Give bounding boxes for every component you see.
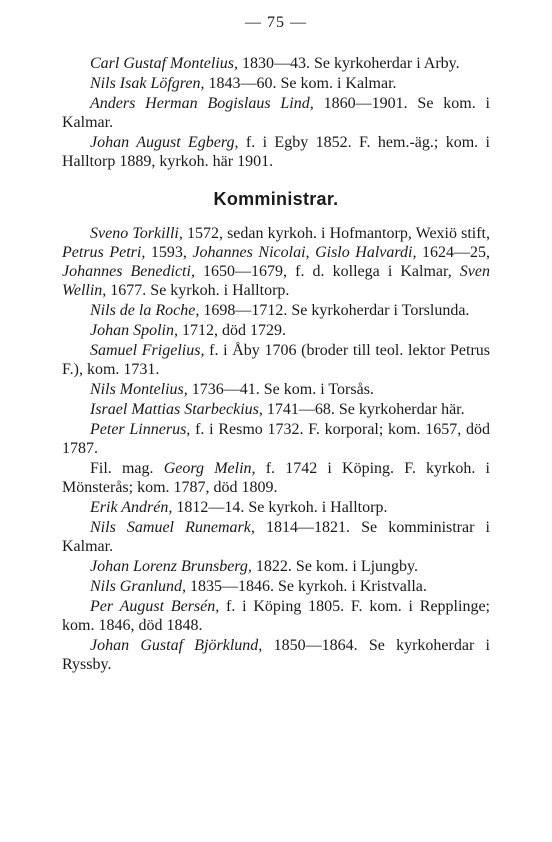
entry-name: Anders Herman Bogislaus Lind, <box>90 95 314 112</box>
entry-name: Nils Samuel Runemark, <box>90 519 255 536</box>
entry-name: Erik Andrén, <box>90 499 173 516</box>
entry <box>62 224 490 300</box>
entry-name: Nils Montelius, <box>90 381 188 398</box>
entry-text: 1850—1864. Se kyrkoherdar i Ryssby. <box>62 637 490 673</box>
entry <box>62 301 490 320</box>
entry-text: 1593, <box>145 244 193 261</box>
entry <box>62 133 490 171</box>
entry-name: Johan Lorenz Brunsberg, <box>90 558 252 575</box>
entry <box>62 459 490 497</box>
entry-text: 1736—41. Se kom. i Torsås. <box>187 381 374 398</box>
entry-text: f. i Köping 1805. F. kom. i Repplinge; kom. 1846, död 1848. <box>62 598 490 634</box>
entry <box>62 94 490 132</box>
entry <box>62 597 490 635</box>
entry <box>62 341 490 379</box>
section-heading: Komministrar. <box>213 189 339 209</box>
entry-name: Samuel Frigelius, <box>90 342 205 359</box>
entry-name: Per August Bersén, <box>90 598 220 615</box>
page-number: — 75 — <box>245 14 307 31</box>
entry-name: Sven Wellin, <box>62 263 490 299</box>
entry-name: Peter Linnerus, <box>90 421 191 438</box>
entry-name: Carl Gustaf Montelius, <box>90 55 239 72</box>
entry <box>62 636 490 674</box>
entry-name: Johan Gustaf Björklund, <box>90 637 263 654</box>
entry-text: 1822. Se kom. i Ljungby. <box>251 558 418 575</box>
entry-name: Nils de la Roche, <box>90 302 200 319</box>
entry <box>62 54 490 73</box>
entry-text: 1677. Se kyrkoh. i Halltorp. <box>106 282 290 299</box>
entry-text: Fil. mag. <box>90 460 164 477</box>
entry-text: 1650—1679, f. d. kollega i Kalmar, <box>194 263 460 280</box>
entry-text: f. i Resmo 1732. F. korporal; kom. 1657, död 1787. <box>62 421 491 457</box>
entry-name: Nils Isak Löfgren, <box>90 75 205 92</box>
entry-name: Georg Melin, <box>163 460 256 477</box>
entry <box>62 380 490 399</box>
entry-text: f. i Åby 1706 (broder till teol. lektor Petrus F.), kom. 1731. <box>62 342 490 378</box>
entry-text: 1830—43. Se kyrkoherdar i Arby. <box>238 55 460 72</box>
entry-name: Petrus Petri, <box>62 244 146 261</box>
entry-text: f. i Egby 1852. F. hem.-äg.; kom. i Halltorp 1889, kyrkoh. här 1901. <box>62 134 490 170</box>
entry-text: 1624—25, <box>416 244 491 261</box>
entry-text: 1741—68. Se kyrkoherdar här. <box>262 401 465 418</box>
entry-name: Johan Spolin, <box>90 322 178 339</box>
text-column <box>62 54 490 675</box>
entry-text: 1843—60. Se kom. i Kalmar. <box>204 75 397 92</box>
entry-text: 1572, sedan kyrkoh. i Hofmantorp, Wexiö stift, <box>182 225 490 242</box>
entry-text: 1712, död 1729. <box>178 322 286 339</box>
entry <box>62 74 490 93</box>
entry <box>62 577 490 596</box>
entry-name: Johannes Benedicti, <box>62 263 195 280</box>
entry-text: 1812—14. Se kyrkoh. i Halltorp. <box>172 499 388 516</box>
entry-text: 1860—1901. Se kom. i Kalmar. <box>62 95 490 131</box>
entry-name: Israel Mattias Starbeckius, <box>90 401 263 418</box>
entry <box>62 557 490 576</box>
entry <box>62 321 490 340</box>
entry-name: Sveno Torkilli, <box>90 225 183 242</box>
entry-text: 1835—1846. Se kyrkoh. i Kristvalla. <box>186 578 427 595</box>
komministrar-list <box>62 224 490 674</box>
entry <box>62 400 490 419</box>
entry-name: Johan August Egberg, <box>90 134 239 151</box>
entry <box>62 518 490 556</box>
entry-name: Johannes Nicolai, Gislo Halvardi, <box>192 244 417 261</box>
entry-name: Nils Granlund, <box>90 578 187 595</box>
entry-text: f. 1742 i Köping. F. kyrkoh. i Mönsterås; kom. 1787, död 1809. <box>62 460 490 496</box>
entry <box>62 498 490 517</box>
entry-text: 1814—1821. Se komministrar i Kalmar. <box>62 519 491 555</box>
kyrkoherdar-list <box>62 54 490 171</box>
entry <box>62 420 490 458</box>
entry-text: 1698—1712. Se kyrkoherdar i Torslunda. <box>199 302 470 319</box>
